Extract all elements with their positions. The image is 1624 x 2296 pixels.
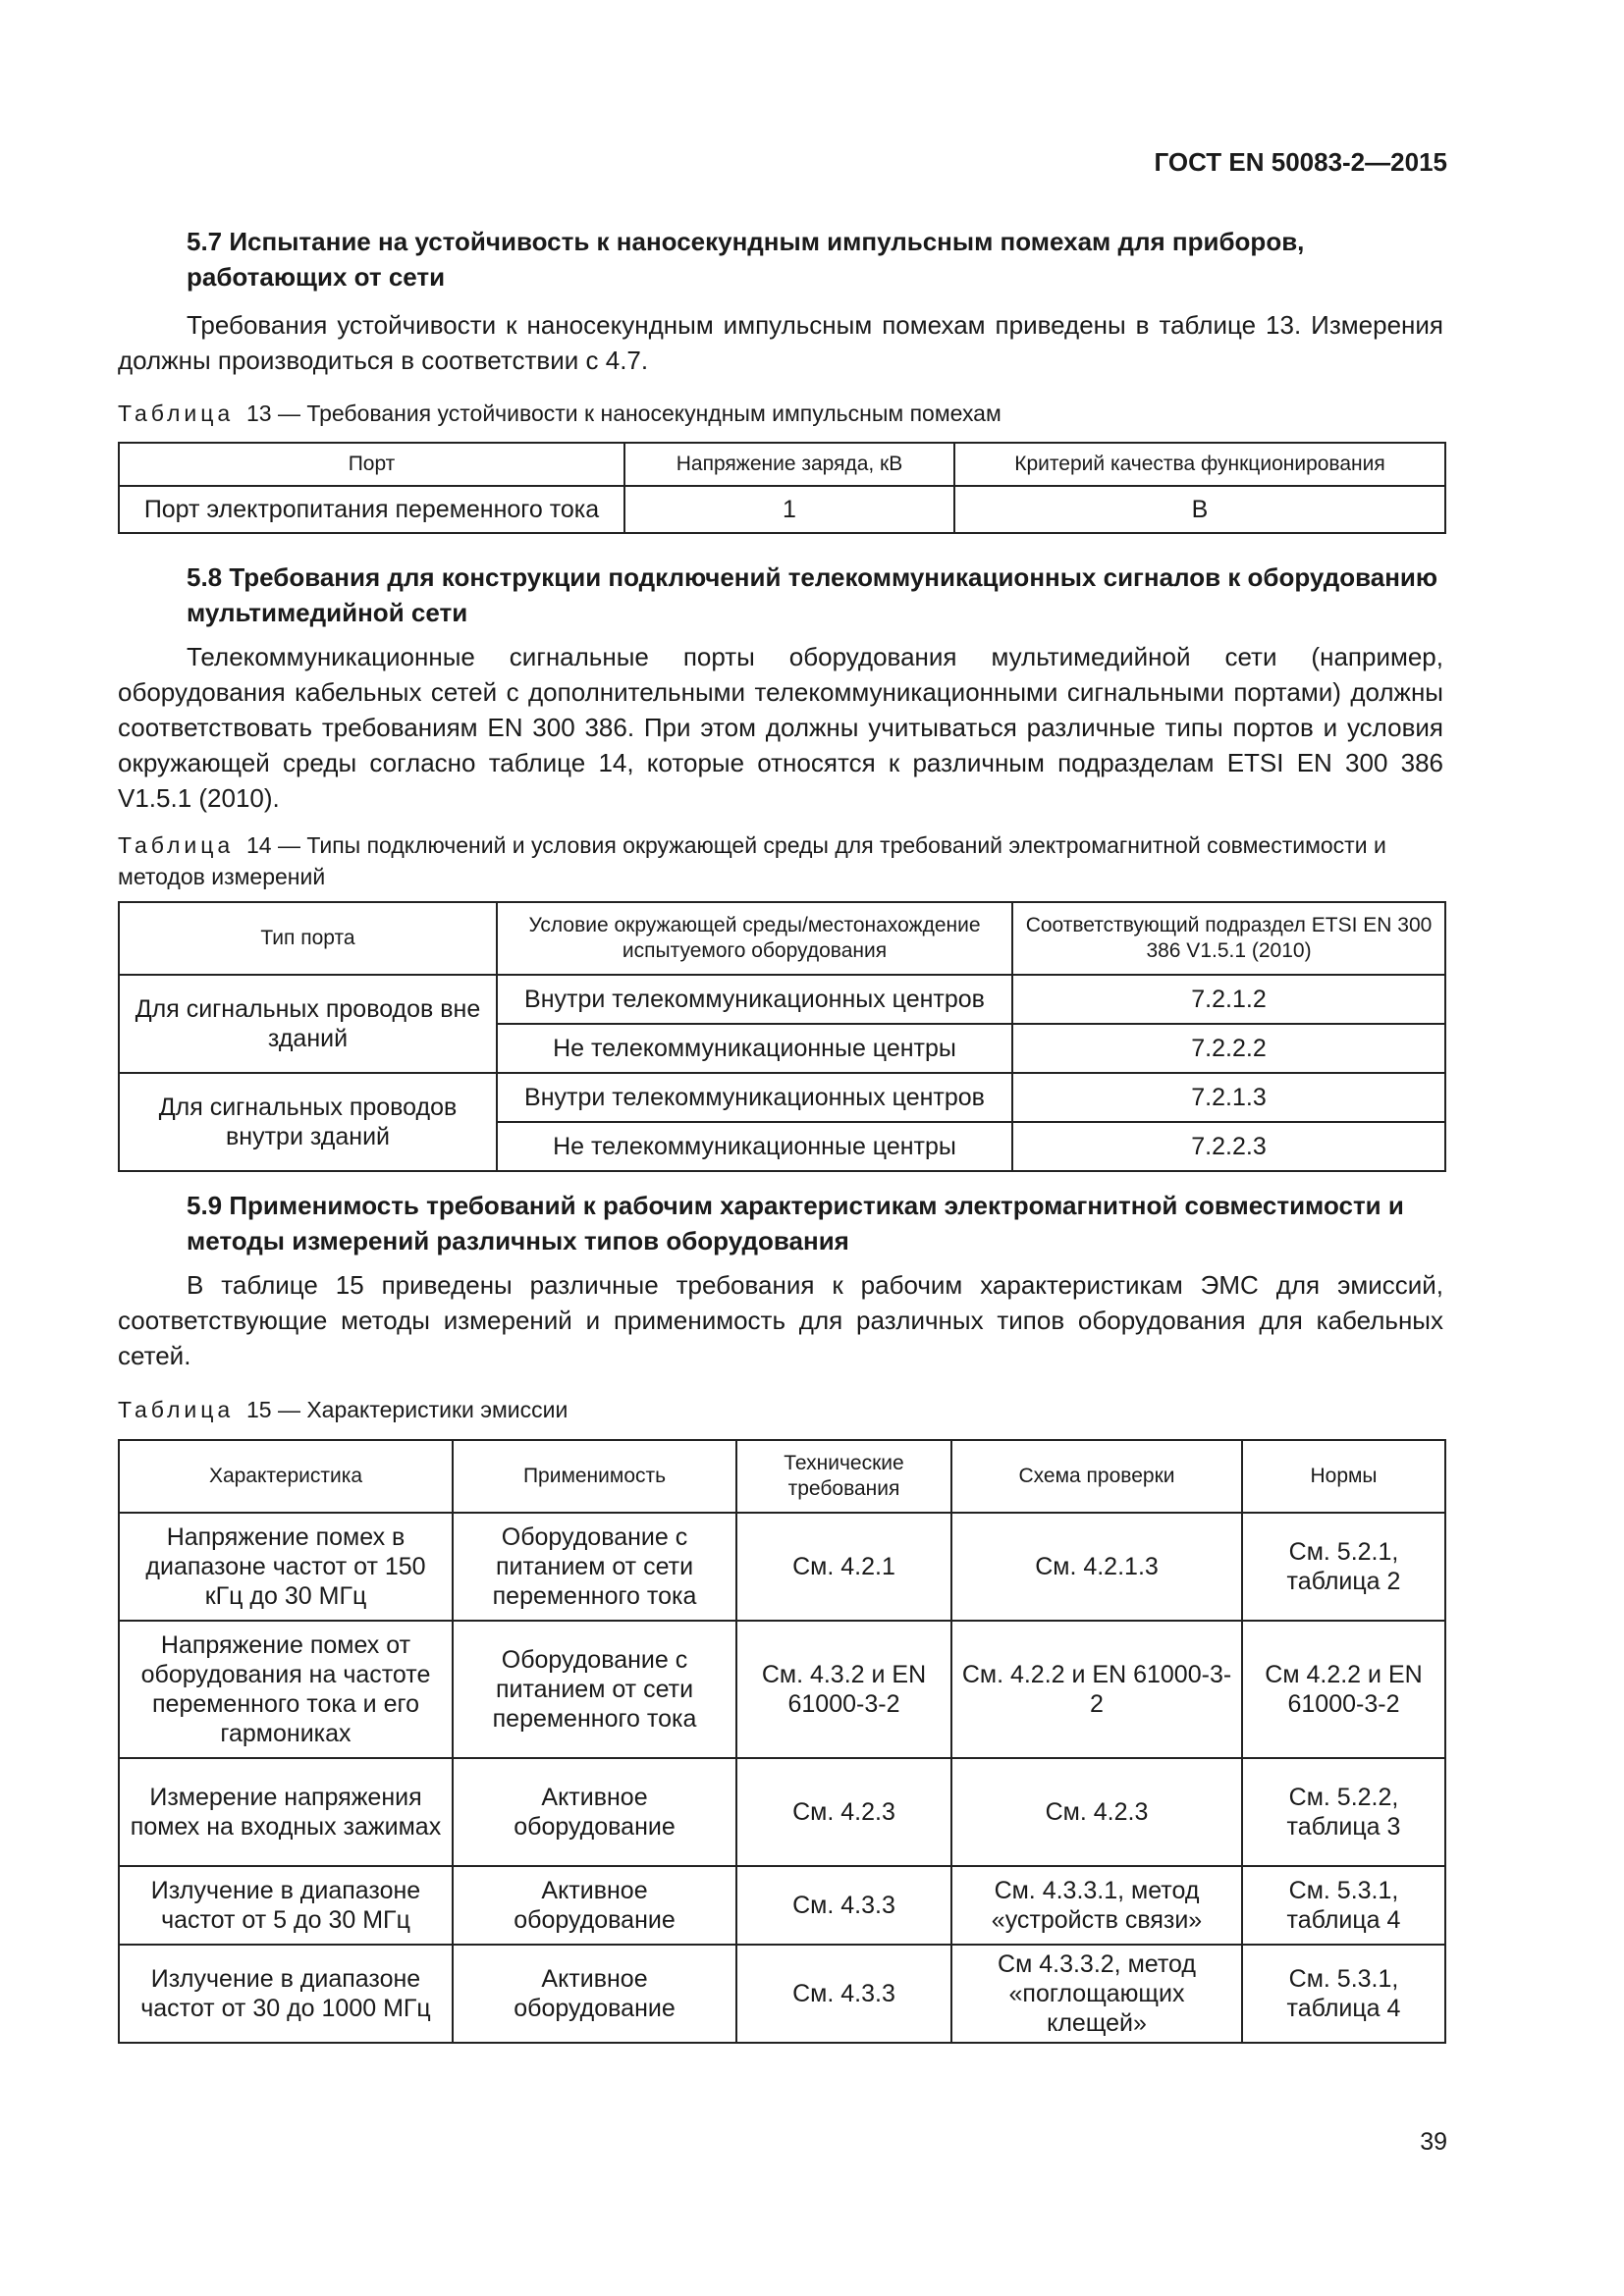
- table-row: [119, 1513, 1445, 1621]
- table-header-cell: Соответствующий подраздел ETSI EN 300 386 V1.5.1 (2010): [1012, 902, 1445, 975]
- table-cell: Активное оборудование: [453, 1866, 736, 1945]
- table-header-cell: Тип порта: [119, 902, 497, 975]
- table-header-cell: Порт: [119, 443, 624, 486]
- table-label: Таблица: [118, 832, 235, 858]
- table-cell: Оборудование с питанием от сети переменного тока: [453, 1621, 736, 1758]
- table-cell: Не телекоммуникационные центры: [497, 1122, 1012, 1171]
- table-cell: См. 4.2.3: [736, 1758, 951, 1866]
- section-5-7-text: Требования устойчивости к наносекундным импульсным помехам приведены в таблице 13. Измерения должны производиться в соответствии с 4.7.: [118, 310, 1443, 375]
- table-cell: Излучение в диапазоне частот от 5 до 30 МГц: [119, 1866, 453, 1945]
- table-cell: См. 4.2.1.3: [951, 1513, 1242, 1621]
- table-cell: См. 4.3.3: [736, 1866, 951, 1945]
- section-5-8-text: Телекоммуникационные сигнальные порты оборудования мультимедийной сети (например, оборудования кабельных сетей с дополнительными телекоммуникационными сигнальными портами) должны соответствовать требованиям EN 300 386. При этом должны учитываться различные типы портов и условия окружающей среды согласно таблице 14, которые относятся к различным подразделам ETSI EN 300 386 V1.5.1 (2010).: [118, 642, 1443, 813]
- table-header-cell: Характеристика: [119, 1440, 453, 1513]
- table-cell: См. 4.2.2 и EN 61000-3-2: [951, 1621, 1242, 1758]
- table-cell: Активное оборудование: [453, 1945, 736, 2043]
- table-cell: Напряжение помех от оборудования на частоте переменного тока и его гармониках: [119, 1621, 453, 1758]
- table-cell: Для сигнальных проводов вне зданий: [119, 975, 497, 1073]
- table-cell: См. 5.3.1, таблица 4: [1242, 1866, 1445, 1945]
- table-cell: Для сигнальных проводов внутри зданий: [119, 1073, 497, 1171]
- table-cell: См. 4.3.3.1, метод «устройств связи»: [951, 1866, 1242, 1945]
- table-cell: 7.2.2.3: [1012, 1122, 1445, 1171]
- table-cell: См. 5.3.1, таблица 4: [1242, 1945, 1445, 2043]
- table-15-caption: Таблица 15 — Характеристики эмиссии: [118, 1397, 568, 1422]
- table-row: [119, 1073, 1445, 1122]
- table-cell: См. 5.2.1, таблица 2: [1242, 1513, 1445, 1621]
- table-cell: См 4.3.3.2, метод «поглощающих клещей»: [951, 1945, 1242, 2043]
- table-cell: 7.2.1.2: [1012, 975, 1445, 1024]
- table-cell: Излучение в диапазоне частот от 30 до 1000 МГц: [119, 1945, 453, 2043]
- section-5-8-title: 5.8 Требования для конструкции подключений телекоммуникационных сигналов к оборудованию мультимедийной сети: [187, 562, 1438, 627]
- table-row: [119, 1945, 1445, 2043]
- table-cell: Измерение напряжения помех на входных зажимах: [119, 1758, 453, 1866]
- table-cell: См. 4.2.1: [736, 1513, 951, 1621]
- table-14-caption: Таблица 14 — Типы подключений и условия окружающей среды для требований электромагнитной совместимости и методов измерений: [118, 832, 1386, 889]
- table-cell: Активное оборудование: [453, 1758, 736, 1866]
- table-cell: См 4.2.2 и EN 61000-3-2: [1242, 1621, 1445, 1758]
- table-row: [119, 1866, 1445, 1945]
- table-14: [118, 901, 1446, 1172]
- table-row: [119, 1758, 1445, 1866]
- table-cell: 7.2.2.2: [1012, 1024, 1445, 1073]
- table-cell: 1: [624, 486, 954, 533]
- table-cell: Порт электропитания переменного тока: [119, 486, 624, 533]
- table-label: Таблица: [118, 400, 235, 426]
- section-5-7-title: 5.7 Испытание на устойчивость к наносекундным импульсным помехам для приборов, работающих от сети: [187, 227, 1305, 292]
- table-cell: Не телекоммуникационные центры: [497, 1024, 1012, 1073]
- table-label: Таблица: [118, 1397, 235, 1422]
- table-cell: См. 4.2.3: [951, 1758, 1242, 1866]
- table-15: [118, 1439, 1446, 2044]
- table-cell: Напряжение помех в диапазоне частот от 150 кГц до 30 МГц: [119, 1513, 453, 1621]
- page-number: 39: [1420, 2128, 1447, 2156]
- table-header-cell: Технические требования: [736, 1440, 951, 1513]
- table-cell: См. 4.3.2 и EN 61000-3-2: [736, 1621, 951, 1758]
- document-id: ГОСТ EN 50083-2—2015: [1154, 147, 1447, 177]
- table-cell: См. 4.3.3: [736, 1945, 951, 2043]
- table-cell: Внутри телекоммуникационных центров: [497, 975, 1012, 1024]
- table-header-cell: Нормы: [1242, 1440, 1445, 1513]
- table-cell: Внутри телекоммуникационных центров: [497, 1073, 1012, 1122]
- table-13: [118, 442, 1446, 534]
- table-header-cell: Критерий качества функционирования: [954, 443, 1445, 486]
- table-row: [119, 1621, 1445, 1758]
- table-cell: См. 5.2.2, таблица 3: [1242, 1758, 1445, 1866]
- table-cell: 7.2.1.3: [1012, 1073, 1445, 1122]
- table-row: [119, 486, 1445, 533]
- table-header-cell: Условие окружающей среды/местонахождение испытуемого оборудования: [497, 902, 1012, 975]
- table-header-cell: Применимость: [453, 1440, 736, 1513]
- table-13-caption: Таблица 13 — Требования устойчивости к наносекундным импульсным помехам: [118, 400, 1001, 426]
- table-header-cell: Схема проверки: [951, 1440, 1242, 1513]
- section-5-9-title: 5.9 Применимость требований к рабочим характеристикам электромагнитной совместимости и методы измерений различных типов оборудования: [187, 1191, 1404, 1255]
- table-cell: Оборудование с питанием от сети переменного тока: [453, 1513, 736, 1621]
- section-5-9-text: В таблице 15 приведены различные требования к рабочим характеристикам ЭМС для эмиссий, соответствующие методы измерений и применимость для различных типов оборудования для кабельных сетей.: [118, 1270, 1443, 1370]
- table-row: [119, 975, 1445, 1024]
- table-cell: В: [954, 486, 1445, 533]
- table-header-cell: Напряжение заряда, кВ: [624, 443, 954, 486]
